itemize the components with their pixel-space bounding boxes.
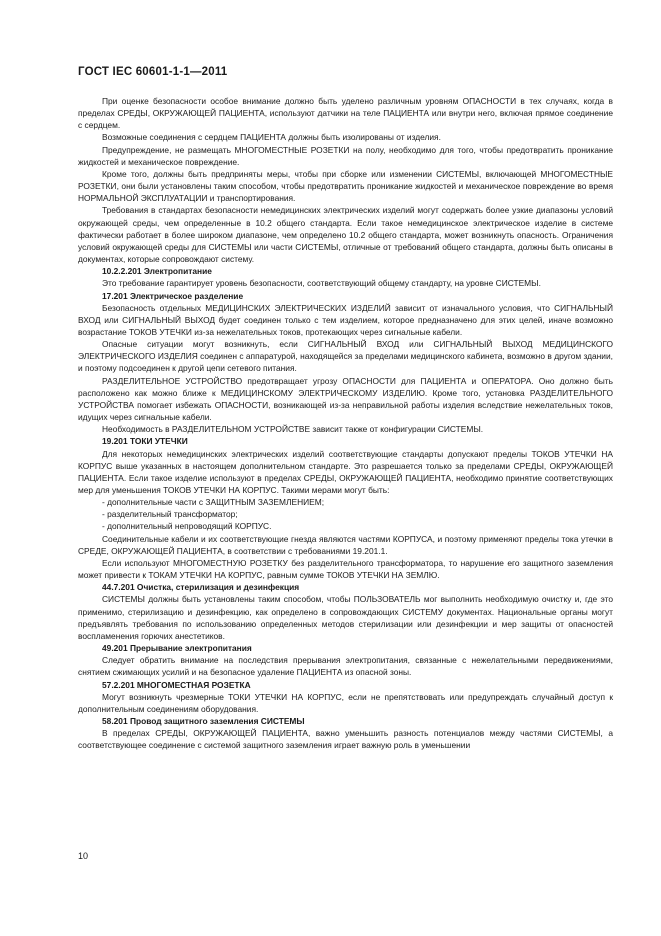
section-heading: 49.201 Прерывание электропитания [102,643,252,654]
paragraph: Предупреждение, не размещать МНОГОМЕСТНЫЕ РОЗЕТКИ на полу, необходимо для того, чтобы предотвратить проникание жидкостей и механическое повреждение. [78,144,613,167]
section-heading: 57.2.201 МНОГОМЕСТНАЯ РОЗЕТКА [102,679,251,690]
paragraph: Необходимость в РАЗДЕЛИТЕЛЬНОМ УСТРОЙСТВЕ зависит также от конфигурации СИСТЕМЫ. [102,424,484,435]
section-heading: 19.201 ТОКИ УТЕЧКИ [102,436,188,447]
paragraph: Требования в стандартах безопасности немедицинских электрических изделий могут содержать более узкие диапазоны условий окружающей среды, чем определенные в 10.2 общего стандарта. Если такое немедицинское электрическое изделие в системе фактически работает в более широком диапазоне, чем определено 10.2 общего стандарта, может возникнуть опасность. Ограничения условий окружающей среды для СИСТЕМЫ или части СИСТЕМЫ, отличные от требований общего стандарта, должны быть описаны в документах, которые сопровождают систему. [78,205,613,265]
list-item: - дополнительный непроводящий КОРПУС. [102,521,272,532]
paragraph: Кроме того, должны быть предприняты меры, чтобы при сборке или изменении СИСТЕМЫ, включающей МНОГОМЕСТНЫЕ РОЗЕТКИ, они были установлены таким способом, чтобы предотвратить проникание жидкостей и механическое повреждение во время НОРМАЛЬНОЙ ЭКСПЛУАТАЦИИ и транспортирования. [78,168,613,204]
paragraph: РАЗДЕЛИТЕЛЬНОЕ УСТРОЙСТВО предотвращает угрозу ОПАСНОСТИ для ПАЦИЕНТА и ОПЕРАТОРА. Оно должно быть расположено как можно ближе к МЕДИЦИНСКОМУ ЭЛЕКТРИЧЕСКОМУ ИЗДЕЛИЮ. Кроме того, установка РАЗДЕЛИТЕЛЬНОГО УСТРОЙСТВА помогает избежать ОПАСНОСТИ, возникающей из-за неправильной работы изделия вследствие нежелательных токов, идущих через сигнальные кабели. [78,375,613,423]
paragraph: Могут возникнуть чрезмерные ТОКИ УТЕЧКИ НА КОРПУС, если не препятствовать или предупреждать случайный доступ к дополнительным соединениям оборудования. [78,691,613,714]
paragraph: Возможные соединения с сердцем ПАЦИЕНТА должны быть изолированы от изделия. [102,132,441,143]
paragraph: Если используют МНОГОМЕСТНУЮ РОЗЕТКУ без разделительного трансформатора, то нарушение его защитного заземления может привести к ТОКАМ УТЕЧКИ НА КОРПУС, равным сумме ТОКОВ УТЕЧКИ НА ЗЕМЛЮ. [78,557,613,581]
paragraph: Это требование гарантирует уровень безопасности, соответствующий общему стандарту, на уровне СИСТЕМЫ. [102,278,541,289]
section-heading: 44.7.201 Очистка, стерилизация и дезинфекция [102,582,300,593]
page-header: ГОСТ IEC 60601-1-1—2011 [78,66,228,78]
paragraph: В пределах СРЕДЫ, ОКРУЖАЮЩЕЙ ПАЦИЕНТА, важно уменьшить разность потенциалов между частями СИСТЕМЫ, а соответствующее соединение с системой защитного заземления играет важную роль в уменьшении [78,728,613,751]
section-heading: 10.2.2.201 Электропитание [102,266,212,277]
paragraph: При оценке безопасности особое внимание должно быть уделено различным уровням ОПАСНОСТИ в тех случаях, когда в пределах СРЕДЫ, ОКРУЖАЮЩЕЙ ПАЦИЕНТА, используют датчики на теле ПАЦИЕНТА или внутри него, включая прямое соединение с сердцем. [78,96,613,131]
list-item: - дополнительные части с ЗАЩИТНЫМ ЗАЗЕМЛЕНИЕМ; [102,497,325,508]
paragraph: Опасные ситуации могут возникнуть, если СИГНАЛЬНЫЙ ВХОД или СИГНАЛЬНЫЙ ВЫХОД МЕДИЦИНСКОГО ЭЛЕКТРИЧЕСКОГО ИЗДЕЛИЯ соединен с аппаратурой, находящейся за пределами медицинского кабинета, возможно в другом здании, и поэтому подсоединен к другой цепи сетевого питания. [78,339,613,374]
paragraph: СИСТЕМЫ должны быть установлены таким способом, чтобы ПОЛЬЗОВАТЕЛЬ мог выполнить необходимую очистку и, где это применимо, стерилизацию и дезинфекцию, как определено в сопровождающих СИСТЕМУ документах. Национальные органы могут предъявлять требования по использованию определенных методов стерилизации или дезинфекции и мер защиты от опасностей воспламенения горючих анестетиков. [78,594,613,641]
paragraph: Соединительные кабели и их соответствующие гнезда являются частями КОРПУСА, и поэтому применяют пределы тока утечки в СРЕДЕ, ОКРУЖАЮЩЕЙ ПАЦИЕНТА, в соответствии с требованиями 19.201.1. [78,533,613,556]
section-heading: 17.201 Электрическое разделение [102,290,244,301]
paragraph: Безопасность отдельных МЕДИЦИНСКИХ ЭЛЕКТРИЧЕСКИХ ИЗДЕЛИЙ зависит от изначального условия, что СИГНАЛЬНЫЙ ВХОД или СИГНАЛЬНЫЙ ВЫХОД будет соединен только с тем изделием, которое предназначено для этих целей, иначе возможно возрастание ТОКОВ УТЕЧКИ из-за нежелательных токов, протекающих через сигнальные кабели. [78,302,613,337]
paragraph: Следует обратить внимание на последствия прерывания электропитания, связанные с нежелательными передвижениями, снятием сжимающих усилий и на безопасное удаление ПАЦИЕНТА из опасной зоны. [78,655,613,678]
list-item: - разделительный трансформатор; [102,509,238,520]
paragraph: Для некоторых немедицинских электрических изделий соответствующие стандарты допускают пределы ТОКОВ УТЕЧКИ НА КОРПУС выше указанных в настоящем дополнительном стандарте. Это разрешается только за пределами СРЕДЫ, ОКРУЖАЮЩЕЙ ПАЦИЕНТА. Если такое изделие используют в пределах СРЕДЫ, ОКРУЖАЮЩЕЙ ПАЦИЕНТА, необходимо принятие соответствующих мер для уменьшения ТОКОВ УТЕЧКИ НА КОРПУС. Такими мерами могут быть: [78,448,613,495]
page-number: 10 [78,851,89,861]
section-heading: 58.201 Провод защитного заземления СИСТЕМЫ [102,715,305,726]
page-content [78,95,613,751]
